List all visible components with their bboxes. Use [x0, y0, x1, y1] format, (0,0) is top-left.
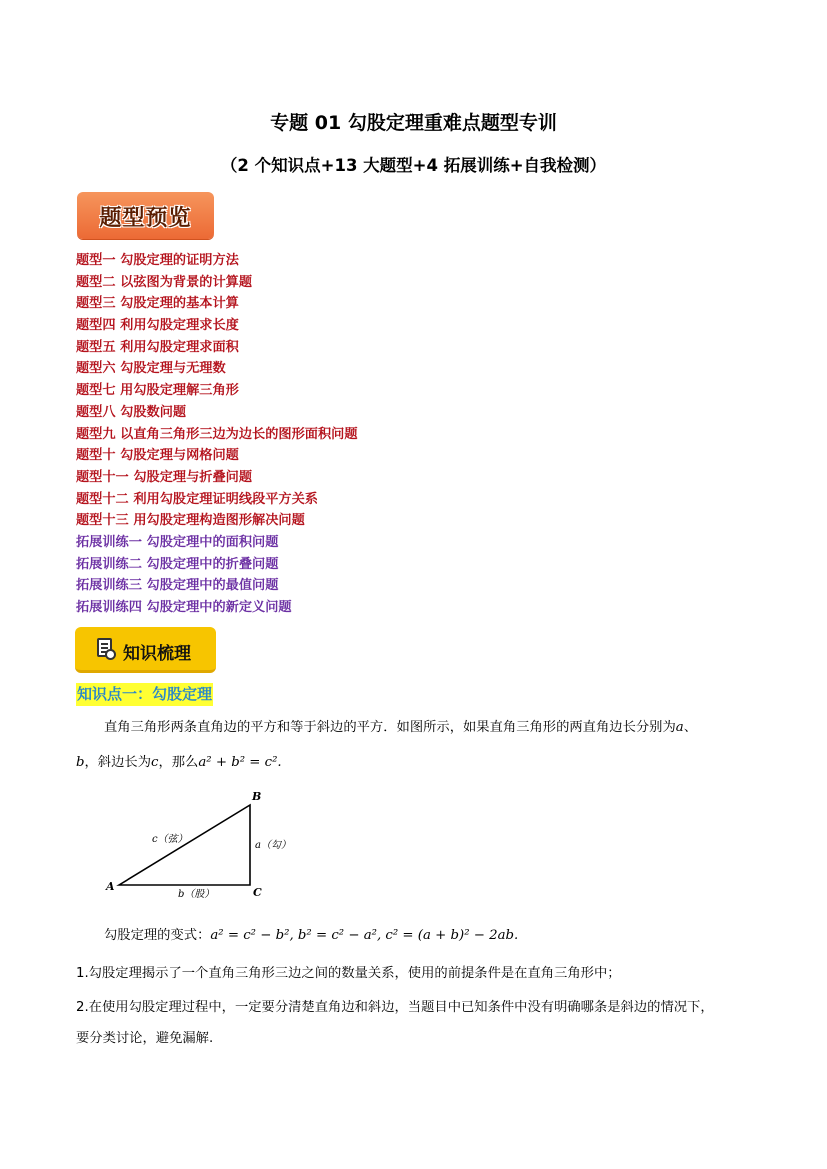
knowledge-summary-banner	[75, 627, 216, 673]
question-type-list	[76, 250, 358, 619]
side-label-a: a（勾）	[255, 840, 291, 851]
toc-extension-item[interactable]: 拓展训练二 勾股定理中的折叠问题	[76, 556, 279, 572]
toc-item[interactable]: 题型六 勾股定理与无理数	[76, 361, 226, 377]
side-label-b: b（股）	[178, 889, 215, 900]
toc-item[interactable]: 题型十 勾股定理与网格问题	[76, 448, 239, 464]
var-c: c	[151, 755, 159, 770]
banner-label: 知识梳理	[123, 644, 191, 664]
toc-item[interactable]: 题型七 用勾股定理解三角形	[76, 383, 239, 399]
note-2-line1: 2.在使用勾股定理过程中，一定要分清楚直角边和斜边，当题目中已知条件中没有明确哪条是斜边的情况下，	[76, 1000, 714, 1015]
page-subtitle: （2 个知识点+13 大题型+4 拓展训练+自我检测）	[220, 156, 607, 175]
toc-item[interactable]: 题型十一 勾股定理与折叠问题	[76, 469, 253, 485]
theorem-paragraph-line2	[76, 751, 282, 770]
toc-item[interactable]: 题型三 勾股定理的基本计算	[76, 296, 239, 312]
vertex-label-C: C	[253, 886, 262, 899]
paragraph-text: ，斜边长为	[84, 755, 151, 770]
triangle-shape	[119, 805, 250, 885]
paragraph-text: ，那么	[158, 755, 199, 770]
vertex-label-B: B	[252, 790, 262, 803]
var-a: a	[675, 720, 684, 735]
toc-item[interactable]: 题型十三 用勾股定理构造图形解决问题	[76, 513, 305, 529]
toc-extension-item[interactable]: 拓展训练三 勾股定理中的最值问题	[76, 578, 279, 594]
document-search-icon	[97, 638, 112, 657]
page-title: 专题 01 勾股定理重难点题型专训	[270, 112, 557, 134]
separator: 、	[683, 720, 697, 735]
banner-label: 题型预览	[99, 206, 192, 231]
variant-formula-line	[104, 924, 518, 943]
side-label-c: c（弦）	[152, 834, 188, 845]
pythagorean-formula: a² + b² = c².	[198, 755, 282, 770]
question-type-preview-banner	[77, 192, 214, 239]
note-1: 1.勾股定理揭示了一个直角三角形三边之间的数量关系，使用的前提条件是在直角三角形中；	[76, 966, 621, 981]
toc-item[interactable]: 题型九 以直角三角形三边为边长的图形面积问题	[76, 426, 358, 442]
toc-item[interactable]: 题型五 利用勾股定理求面积	[76, 339, 239, 355]
note-2-line2: 要分类讨论，避免漏解.	[76, 1031, 214, 1046]
toc-extension-item[interactable]: 拓展训练四 勾股定理中的新定义问题	[76, 600, 292, 615]
toc-item[interactable]: 题型二 以弦图为背景的计算题	[76, 274, 253, 290]
toc-item[interactable]: 题型十二 利用勾股定理证明线段平方关系	[76, 491, 318, 507]
vertex-label-A: A	[106, 880, 115, 893]
paragraph-text: 直角三角形两条直角边的平方和等于斜边的平方．如图所示，如果直角三角形的两直角边长分别为	[104, 720, 676, 735]
toc-extension-item[interactable]: 拓展训练一 勾股定理中的面积问题	[76, 534, 279, 550]
toc-item[interactable]: 题型一 勾股定理的证明方法	[76, 253, 239, 268]
toc-item[interactable]: 题型四 利用勾股定理求长度	[76, 318, 239, 334]
variant-formula: a² = c² − b², b² = c² − a², c² = (a + b)² − 2ab.	[210, 928, 519, 943]
var-b: b	[76, 755, 85, 770]
variant-label: 勾股定理的变式：	[104, 928, 211, 943]
toc-item[interactable]: 题型八 勾股数问题	[76, 404, 187, 420]
knowledge-point-title: 知识点一：勾股定理	[76, 683, 213, 706]
theorem-paragraph-line1	[104, 716, 697, 735]
right-triangle-figure	[100, 785, 310, 905]
